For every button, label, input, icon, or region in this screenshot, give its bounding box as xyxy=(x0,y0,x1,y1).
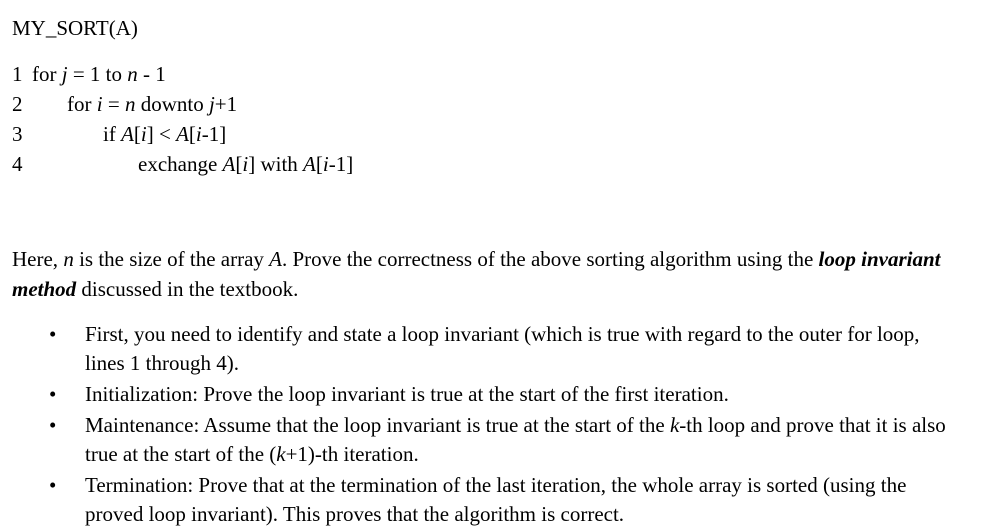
line-code: for j = 1 to n - 1 xyxy=(32,62,166,86)
bullet-icon: • xyxy=(49,413,57,437)
list-item: • First, you need to identify and state a loop invariant (which is true with regard to the outer for loop, lines 1 through 4). xyxy=(49,322,920,375)
list-item: • Termination: Prove that at the termination of the last iteration, the whole array is sorted (using the proved loop invariant). This proves that the algorithm is correct. xyxy=(49,473,907,526)
requirements-list xyxy=(0,320,997,531)
problem-statement: Here, n is the size of the array A. Prove the correctness of the above sorting algorithm using the loop invariant method discussed in the textbook. xyxy=(12,247,941,301)
line-number: 1 xyxy=(12,62,23,86)
line-code: if A[i] < A[i-1] xyxy=(103,122,227,146)
algorithm-title: MY_SORT(A) xyxy=(12,16,138,40)
line-number: 3 xyxy=(12,122,23,146)
bullet-icon: • xyxy=(49,322,57,346)
bullet-icon: • xyxy=(49,473,57,497)
line-code: exchange A[i] with A[i-1] xyxy=(138,152,354,176)
line-number: 4 xyxy=(12,152,23,176)
line-code: for i = n downto j+1 xyxy=(67,92,238,116)
list-item: • Maintenance: Assume that the loop invariant is true at the start of the k-th loop and prove that it is also true at the start of the (k+1)-th iteration. xyxy=(49,413,946,466)
list-item: • Initialization: Prove the loop invariant is true at the start of the first iteration. xyxy=(0,380,955,409)
bullet-icon: • xyxy=(49,382,57,406)
emphasis-method: loop invariant method xyxy=(12,247,941,301)
line-number: 2 xyxy=(12,92,23,116)
